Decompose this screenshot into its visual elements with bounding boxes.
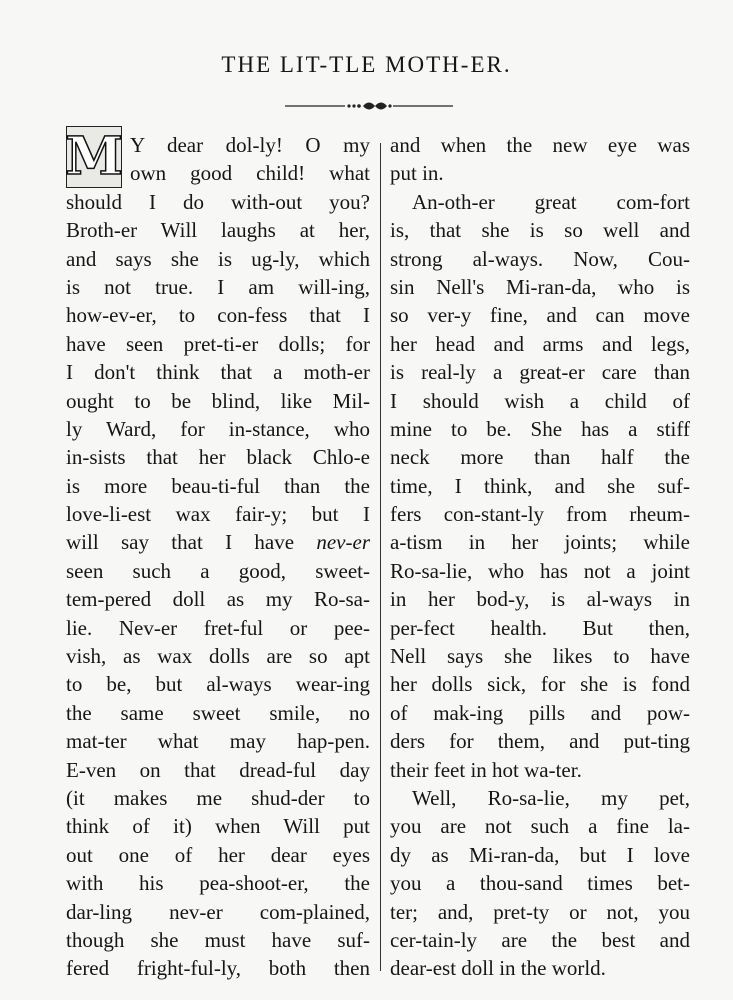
text-line: you a thou-sand times bet- [390,871,690,896]
text-line: Nell says she likes to have [390,644,690,669]
text-line: a-tism in her joints; while [390,530,690,555]
text-line: seen such a good, sweet- [66,558,370,583]
left-column [65,126,370,983]
text-line: you are not such a fine la- [390,814,690,839]
text-line: neck more than half the [390,445,690,470]
text-line: and says she is ug-ly, which [66,246,370,271]
text-line: their feet in hot wa-ter. [390,757,582,782]
text-line: dar-ling nev-er com-plained, [66,899,370,924]
text-line: I should wish a child of [390,388,690,413]
text-line: and when the new eye was [390,133,690,157]
text-line: should I do with-out you? [66,189,370,214]
text-line: is more beau-ti-ful than the [66,473,370,498]
text-line: out one of her dear eyes [66,842,370,867]
page-title: THE LIT-TLE MOTH-ER. [221,52,512,77]
italic-word: nev-er [316,530,370,555]
text-line: though she must have suf- [66,927,370,952]
text-line: sin Nell's Mi-ran-da, who is [390,274,690,299]
text-line: is, that she is so well and [390,218,690,243]
column-divider [380,143,381,971]
text-line: tem-pered doll as my Ro-sa- [66,587,370,612]
text-line: to be, but al-ways wear-ing [66,672,370,697]
text-line: the same sweet smile, no [66,700,370,725]
text-line: ought to be blind, like Mil- [66,388,370,413]
text-line: cer-tain-ly are the best and [390,927,690,952]
text-line: ter; and, pret-ty or not, you [390,899,690,924]
text-line: ly Ward, for in-stance, who [66,416,370,441]
text-line: dear-est doll in the world. [390,956,606,981]
text-line: is real-ly a great-er care than [390,360,690,385]
text-line: her dolls sick, for she is fond [390,672,690,697]
text-line: put in. [390,161,444,186]
text-line: of mak-ing pills and pow- [390,700,690,725]
text-line: mat-ter what may hap-pen. [66,729,370,754]
text-line: her head and arms and legs, [390,331,690,356]
text-line: in her bod-y, is al-ways in [390,587,690,612]
text-line: is not true. I am will-ing, [66,274,370,299]
text-line: I don't think that a moth-er [66,360,370,385]
drop-cap-letter: M [65,126,123,187]
text-line: vish, as wax dolls are so apt [66,644,370,669]
title-ornament-divider [285,96,453,116]
right-column [390,131,690,983]
text-line: Ro-sa-lie, who has not a joint [390,558,690,583]
text-line: in-sists that her black Chlo-e [66,445,370,470]
text-line: (it makes me shud-der to [66,785,370,810]
text-line: lie. Nev-er fret-ful or pee- [66,615,370,640]
text-line: with his pea-shoot-er, the [66,871,370,896]
text-line: dy as Mi-ran-da, but I love [390,842,690,867]
text-line: fers con-stant-ly from rheum- [390,502,690,527]
text-line: so ver-y fine, and can move [390,303,690,328]
text-line: fered fright-ful-ly, both then [66,956,370,981]
text-line: mine to be. She has a stiff [390,416,690,441]
text-line: love-li-est wax fair-y; but I [66,502,370,527]
text-line: Broth-er Will laughs at her, [66,218,370,243]
text-line: how-ev-er, to con-fess that I [66,303,370,328]
text-line: ders for them, and put-ting [390,729,690,754]
text-line-with-italic [66,528,370,556]
text-segment: will say that I have [66,530,317,555]
text-line: time, I think, and she suf- [390,473,690,498]
text-line: per-fect health. But then, [390,615,690,640]
text-line: strong al-ways. Now, Cou- [390,246,690,271]
text-line: Y dear dol-ly! O my [130,133,370,157]
text-line: have seen pret-ti-er dolls; for [66,331,370,356]
text-line: E-ven on that dread-ful day [66,757,370,782]
text-line: own good child! what [130,161,370,186]
text-line: Well, Ro-sa-lie, my pet, [412,785,690,810]
text-line: think of it) when Will put [66,814,370,839]
text-line: An-oth-er great com-fort [412,189,690,214]
